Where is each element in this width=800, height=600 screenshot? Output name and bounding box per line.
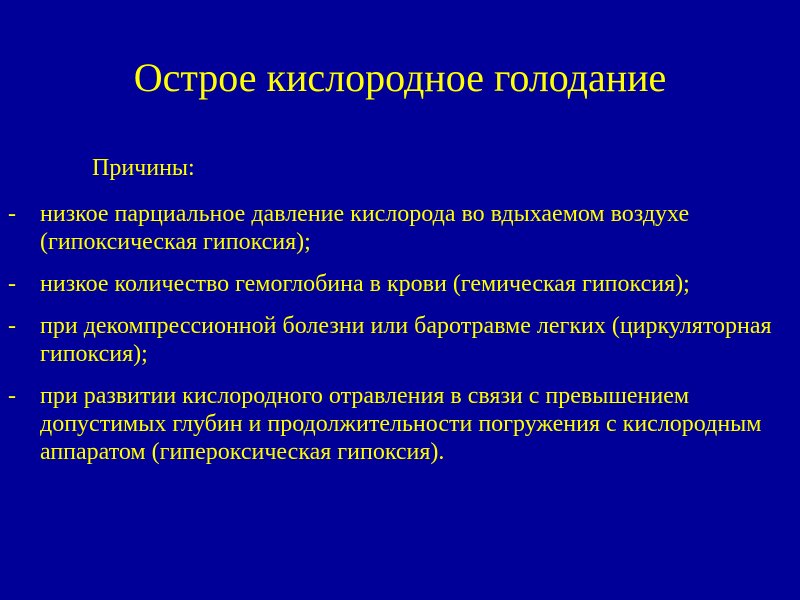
causes-heading: Причины:: [92, 155, 195, 181]
cause-item-hemic: [0, 270, 790, 298]
cause-item-hyperoxic: [0, 382, 790, 466]
causes-list: [0, 200, 790, 480]
slide-title: Острое кислородное голодание: [133, 55, 667, 100]
cause-item-hypoxic: [0, 200, 790, 256]
cause-text: при декомпрессионной болезни или баротравме легких (циркуляторная гипоксия);: [40, 313, 772, 367]
cause-item-circulatory: [0, 312, 790, 368]
cause-text: низкое количество гемоглобина в крови (гемическая гипоксия);: [40, 271, 690, 297]
bullet-dash: -: [8, 201, 16, 227]
cause-text: при развитии кислородного отравления в связи с превышением допустимых глубин и продолжительности погружения с кислородным аппаратом (гипероксическая гипоксия).: [40, 383, 762, 465]
bullet-dash: -: [8, 383, 16, 409]
bullet-dash: -: [8, 313, 16, 339]
cause-text: низкое парциальное давление кислорода во вдыхаемом воздухе (гипоксическая гипоксия);: [40, 201, 690, 255]
bullet-dash: -: [8, 271, 16, 297]
